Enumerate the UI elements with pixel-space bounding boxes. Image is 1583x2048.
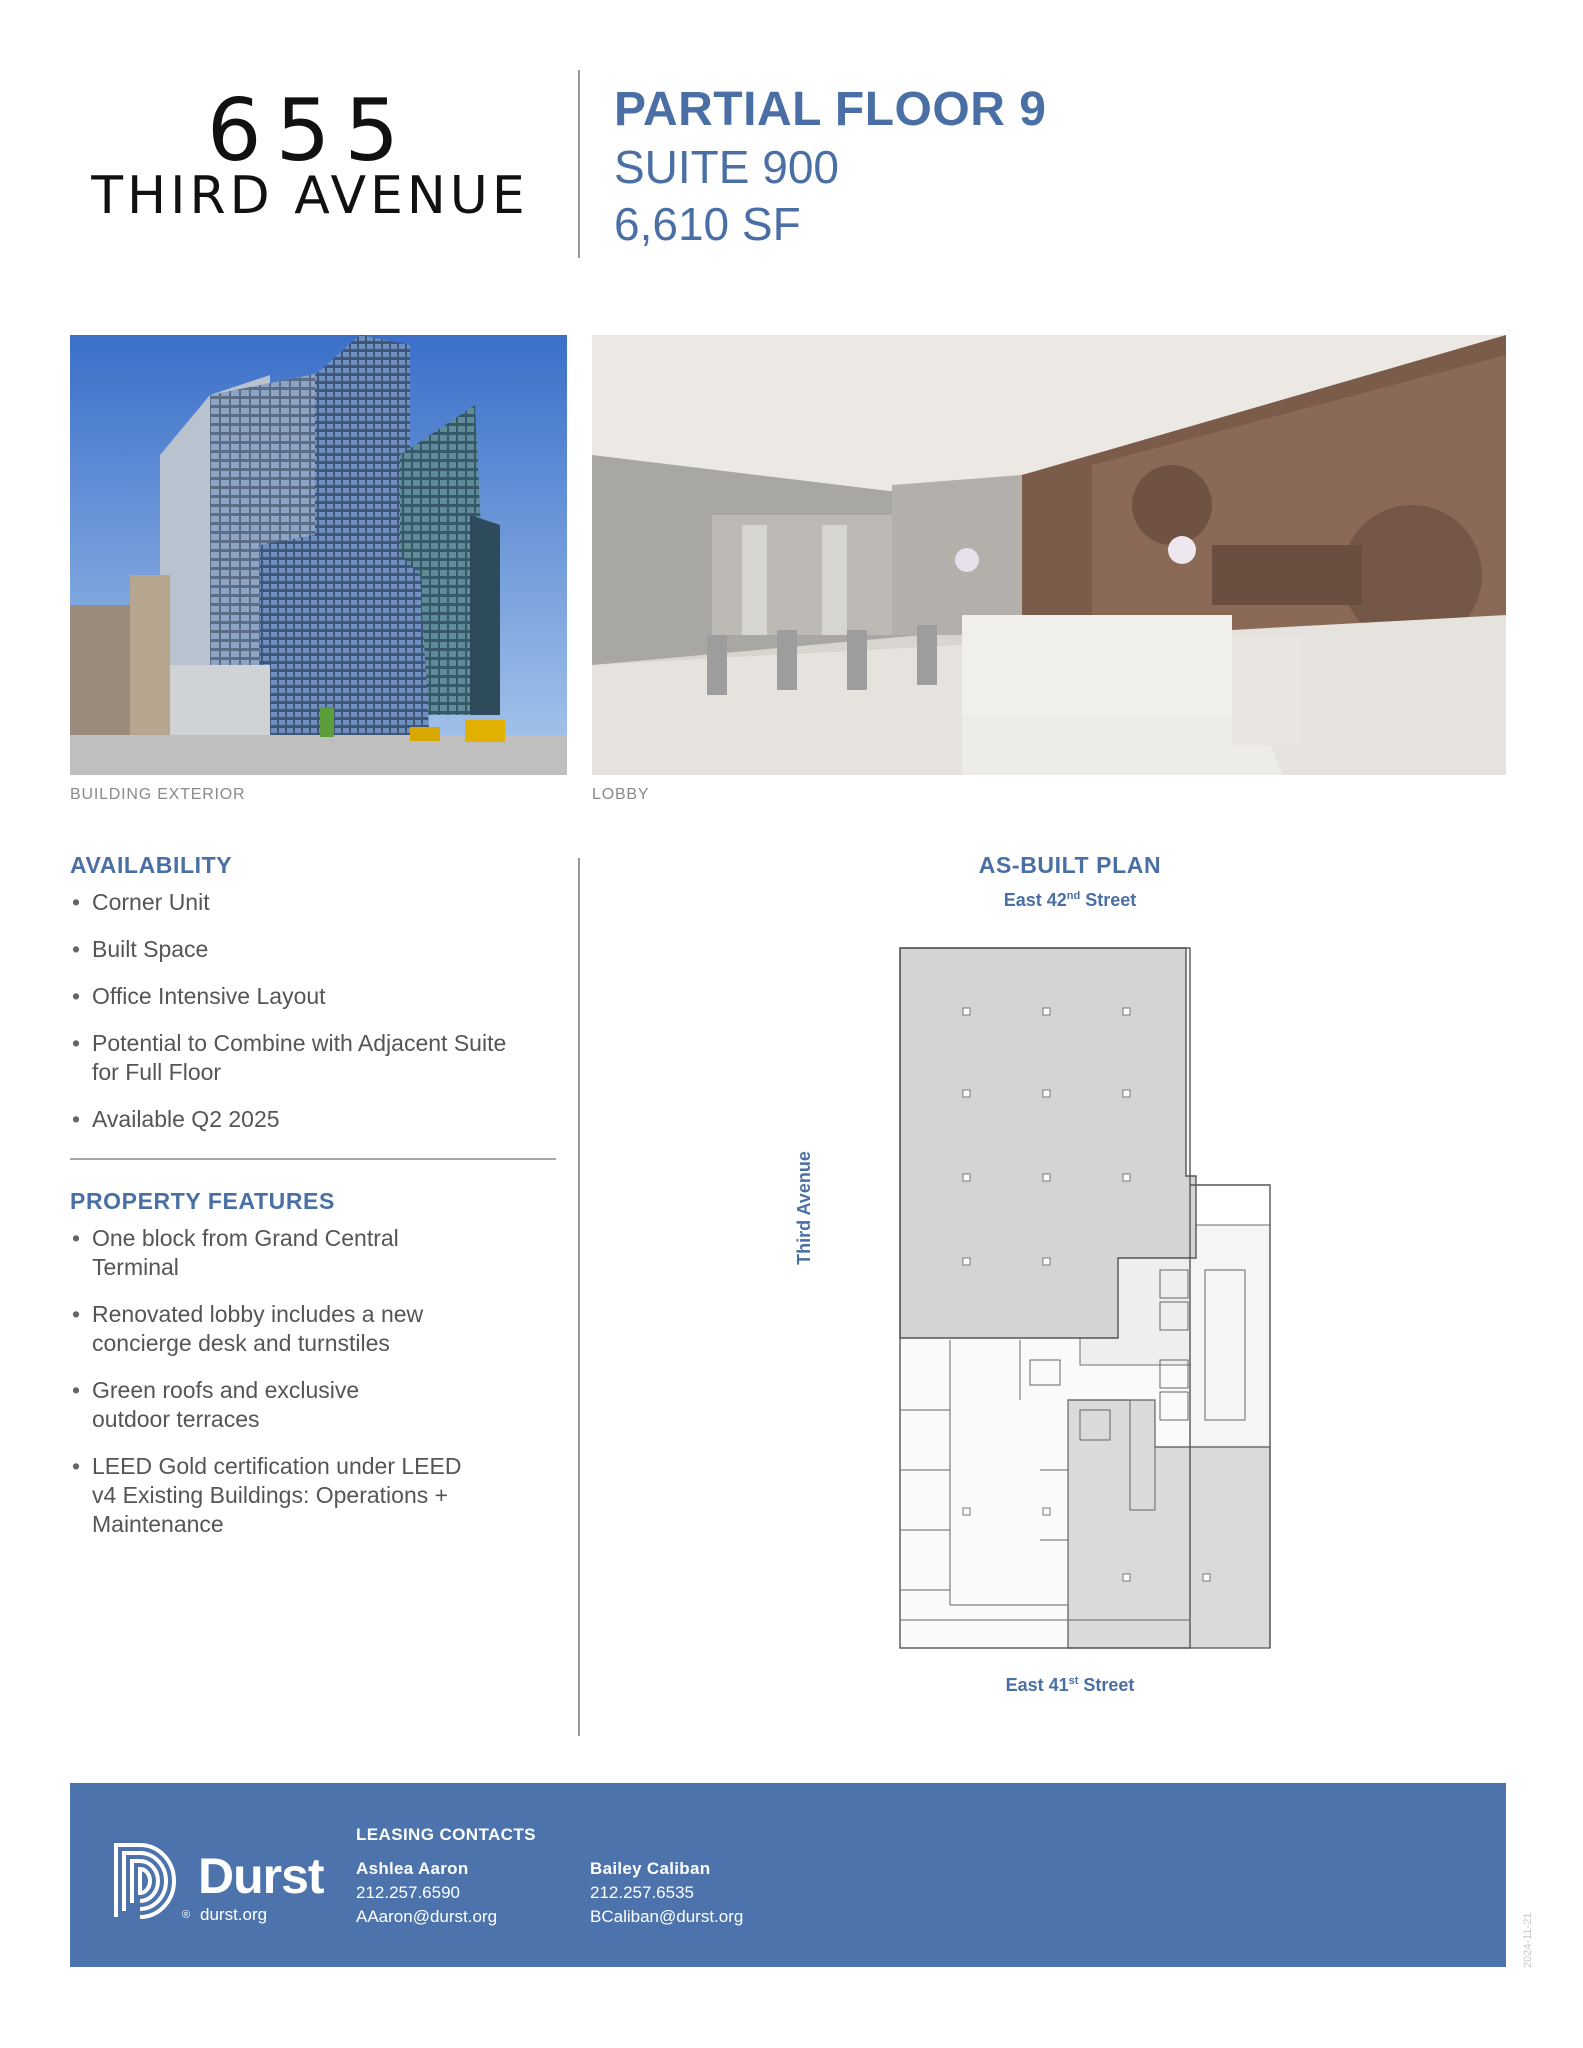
lobby-photo [592, 335, 1506, 775]
contact-email[interactable]: AAaron@durst.org [356, 1907, 498, 1926]
contact-email[interactable]: BCaliban@durst.org [590, 1907, 744, 1926]
suite-area: 6,610 SF [614, 198, 801, 250]
registered-mark: ® [182, 1909, 191, 1921]
leasing-contacts-heading: LEASING CONTACTS [356, 1825, 536, 1844]
contact-phone[interactable]: 212.257.6590 [356, 1883, 460, 1902]
document-date: 2024-11-21 [1522, 1912, 1534, 1968]
contact-name: Bailey Caliban [590, 1859, 711, 1878]
list-item: • Built Space [70, 935, 550, 964]
avenue-label: Third Avenue [794, 1151, 814, 1265]
list-item: • LEED Gold certification under LEED v4 Existing Buildings: Operations + Maintenance [70, 1452, 470, 1539]
contact-card [590, 1857, 743, 1929]
section-divider [70, 1158, 556, 1160]
durst-logo-icon [112, 1841, 182, 1921]
availability-list [70, 888, 550, 1152]
building-logo-number: 655 [206, 81, 414, 181]
contact-phone[interactable]: 212.257.6535 [590, 1883, 694, 1902]
suite-number: SUITE 900 [614, 141, 839, 193]
north-street-label: East 42nd Street [1003, 890, 1137, 910]
list-item: • One block from Grand Central Terminal [70, 1224, 470, 1282]
list-item: • Available Q2 2025 [70, 1105, 550, 1134]
south-street-label: East 41st Street [1005, 1675, 1135, 1695]
footer [70, 1783, 1506, 1967]
contact-card [356, 1857, 497, 1929]
property-features-list [70, 1224, 550, 1557]
list-item: • Green roofs and exclusive outdoor terraces [70, 1376, 400, 1434]
contact-name: Ashlea Aaron [356, 1859, 469, 1878]
header-divider [578, 70, 580, 258]
building-exterior-photo [70, 335, 567, 775]
list-item: • Office Intensive Layout [70, 982, 550, 1011]
plan-title: AS-BUILT PLAN [978, 852, 1162, 878]
lobby-caption: LOBBY [592, 786, 650, 803]
page-title: PARTIAL FLOOR 9 [614, 83, 1047, 136]
exterior-caption: BUILDING EXTERIOR [70, 786, 246, 803]
durst-url[interactable]: durst.org [200, 1905, 268, 1924]
floor-plan [890, 940, 1280, 1660]
list-item: • Renovated lobby includes a new concierge desk and turnstiles [70, 1300, 500, 1358]
property-features-heading: PROPERTY FEATURES [70, 1188, 335, 1214]
column-divider [578, 858, 580, 1736]
building-logo-street: THIRD AVENUE [91, 166, 529, 226]
availability-heading: AVAILABILITY [70, 852, 233, 878]
durst-brand: Durst [198, 1848, 324, 1904]
list-item: • Potential to Combine with Adjacent Suite for Full Floor [70, 1029, 530, 1087]
list-item: • Corner Unit [70, 888, 550, 917]
